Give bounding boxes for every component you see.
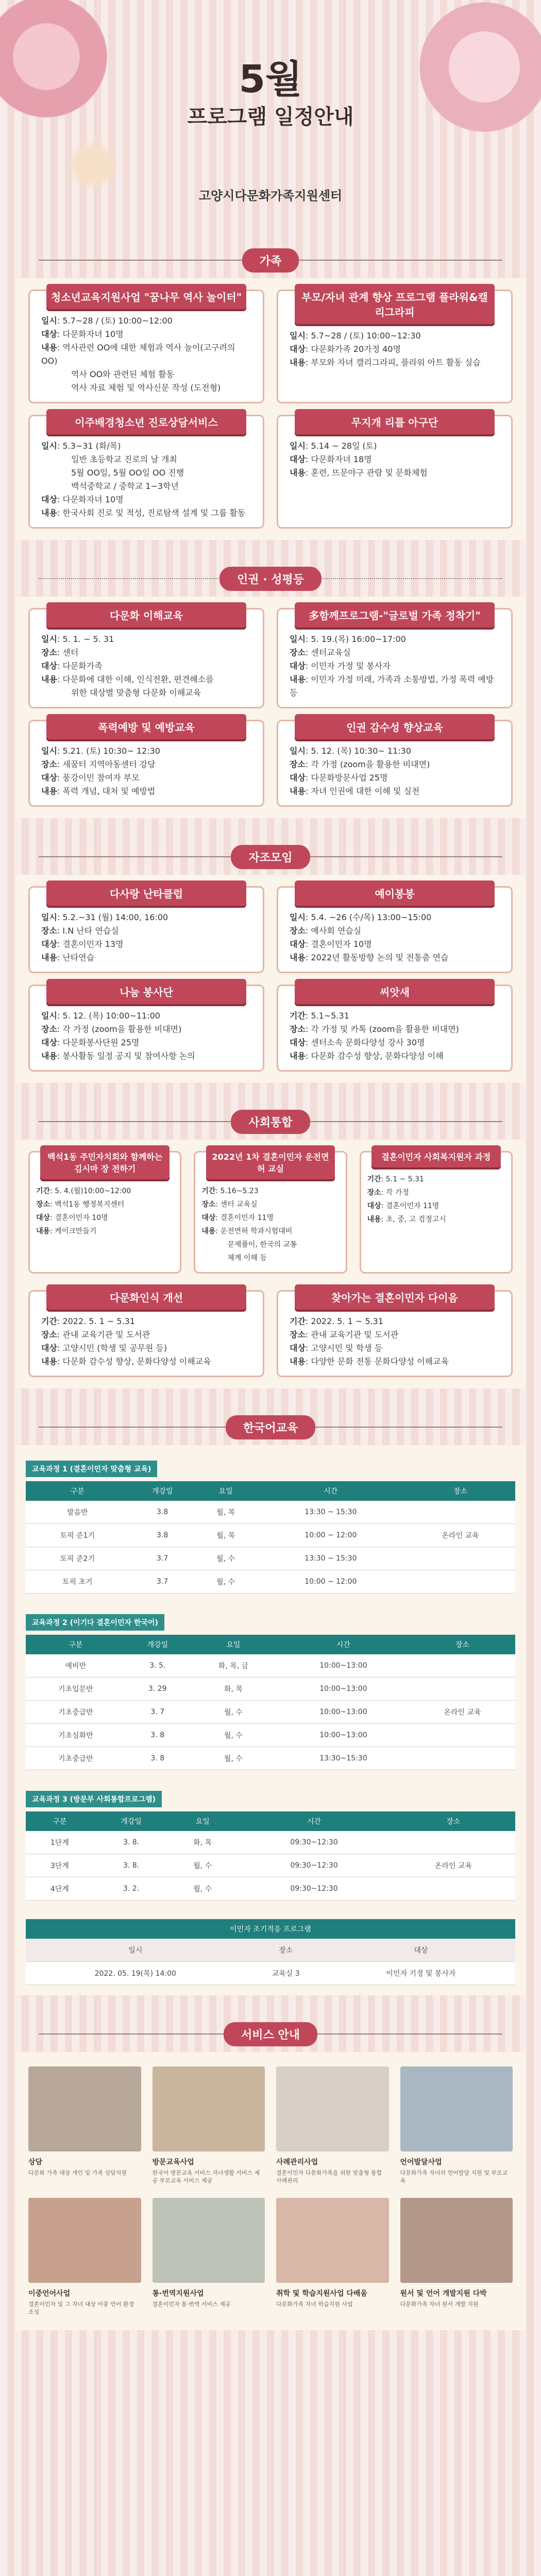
table-row: 토픽 초기 3.7 월, 수 10:00 ~ 12:00 — [26, 1570, 515, 1594]
card-title: 청소년교육지원사업 "꿈나무 역사 놀이터" — [46, 284, 247, 309]
korean-table-2: 구분 개강일 요일 시간 장소 예비반 3. 5. 화, 목, 금 10:00~13:00 기초입문반 3. 29 화, 목 10:00~13:00 기초중급반 3. 7 월, 수 10:00~13:00 온라인 교육 기초심화반 3. 8 월, 수 10:00~13:00 기초중급반 3. 8 월, 수 13:30~15:30 — [26, 1635, 515, 1770]
section-selfhelp-header — [0, 839, 541, 875]
card-title: 2022년 1차 결혼이민자 운전면허 교실 — [206, 1145, 335, 1179]
section-service-header — [0, 2016, 541, 2052]
service-photo — [153, 2066, 265, 2151]
table-row: 예비반 3. 5. 화, 목, 금 10:00~13:00 — [26, 1654, 515, 1677]
service-photo — [276, 2066, 389, 2151]
section-social-title: 사회통합 — [231, 1110, 310, 1134]
section-social-header — [0, 1104, 541, 1140]
individual-card-1: 다문화 이해교육 일시: 5. 1. ~ 5. 31 장소: 센터 대상: 다문화가족 내용: 다문화에 대한 이해, 인식전환, 편견해소를 위한 대상별 맞춤형 다문화 이해교육 — [28, 608, 264, 708]
service-photo — [400, 2066, 513, 2151]
section-individual-title: 인권 · 성평등 — [219, 567, 322, 591]
card-title: 나눔 봉사단 — [46, 979, 247, 1004]
card-title: 다문화 이해교육 — [46, 602, 247, 628]
service-photo — [276, 2198, 389, 2283]
individual-card-4: 인권 감수성 향상교육 일시: 5. 12. (목) 10:30~ 11:30 장소: 각 가정 (zoom을 활용한 비대면) 대상: 다문화방문사업 25명 내용: 자녀 인권에 대한 이해 및 실천 — [277, 720, 513, 807]
card-title: 다사랑 난타클럽 — [46, 880, 247, 906]
social-card-4: 다문화인식 개선 기간: 2022. 5. 1 ~ 5.31 장소: 관내 교육기관 및 도서관 대상: 고양시민 (학생 및 공무원 등) 내용: 다문화 감수성 향상, 문화다양성 이해교육 — [28, 1290, 264, 1377]
social-card-1: 백석1동 주민자치회와 함께하는 김시마 장 전하기 기간: 5. 4.(월)10:00~12:00 장소: 백석1동 행정복지센터 대상: 결혼이민자 10명 내용: 케이크만들기 — [28, 1151, 181, 1274]
table-row: 기초입문반 3. 29 화, 목 10:00~13:00 — [26, 1677, 515, 1701]
selfhelp-cards — [15, 875, 526, 1083]
table-label: 교육과정 2 (이기다 결혼이민자 한국어) — [26, 1614, 164, 1631]
card-title: 씨앗새 — [295, 979, 495, 1004]
korean-tables — [15, 1445, 526, 1995]
card-title: 인권 감수성 향상교육 — [295, 714, 495, 739]
section-korean-title: 한국어교육 — [226, 1415, 315, 1439]
card-title: 찾아가는 결혼이민자 다이음 — [295, 1284, 495, 1310]
table-row: 토픽 준2기 3.7 월, 수 13:30 ~ 15:30 — [26, 1547, 515, 1570]
section-service-title: 서비스 안내 — [224, 2022, 317, 2046]
social-card-2: 2022년 1차 결혼이민자 운전면허 교실 기간: 5.16~5.23 장소: 센터 교육실 대상: 결혼이민자 11명 내용: 운전면허 학과시험대비 문제풀이, 한국의 교통 체계 이해 등 — [194, 1151, 347, 1274]
individual-cards — [15, 597, 526, 818]
services-grid — [15, 2052, 526, 2330]
table-row: 기초심화반 3. 8 월, 수 10:00~13:00 — [26, 1724, 515, 1747]
family-card-1: 청소년교육지원사업 "꿈나무 역사 놀이터" 일시: 5.7~28 / (토) 10:00~12:00 대상: 다문화자녀 10명 내용: 역사관련 OO에 대한 체험과 역사 놀이(고구려의 OO) 역사 OO와 관련된 체험 활동 역사 자료 체험 및 역사신문 작성 (도전형) — [28, 290, 264, 403]
section-selfhelp-title: 자조모임 — [231, 845, 310, 869]
service-item: 이중언어사업 결혼이민자 및 그 자녀 대상 이중 언어 환경 조성 — [28, 2198, 141, 2316]
card-title: 이주배경청소년 진로상담서비스 — [46, 409, 247, 434]
service-item: 언어발달사업 다문화가족 자녀의 언어발달 지원 및 부모교육 — [400, 2066, 513, 2184]
section-family-title: 가족 — [242, 248, 299, 273]
service-item: 사례관리사업 결혼이민자 다문화가족을 위한 맞춤형 통합 사례관리 — [276, 2066, 389, 2184]
card-title: 백석1동 주민자치회와 함께하는 김시마 장 전하기 — [40, 1145, 170, 1179]
card-title: 다문화인식 개선 — [46, 1284, 247, 1310]
section-individual-header — [0, 561, 541, 597]
table-row: 토픽 준1기 3.8 월, 목 10:00 ~ 12:00 온라인 교육 — [26, 1524, 515, 1547]
card-title: 예이봉봉 — [295, 880, 495, 906]
table-row: 1단계 3. 8. 화, 목 09:30~12:30 — [26, 1831, 515, 1854]
table-row: 2022. 05. 19(목) 14:00 교육실 3 이민자 기정 및 봉사자 — [26, 1962, 515, 1985]
social-cards-top — [15, 1140, 526, 1285]
service-item: 상담 다문화 가족 대상 개인 및 가족 상담지원 — [28, 2066, 141, 2184]
table-row: 기초중급반 3. 8 월, 수 13:30~15:30 — [26, 1747, 515, 1770]
table-row: 3단계 3. 8. 월, 수 09:30~12:30 온라인 교육 — [26, 1854, 515, 1877]
family-card-4: 무지개 리틀 아구단 일시: 5.14 ~ 28일 (토) 대상: 다문화자녀 18명 내용: 훈련, 뜨문야구 관람 및 문화체험 — [277, 415, 513, 529]
korean-table-4: 이민자 조기적응 프로그램 일시 장소 대상 2022. 05. 19(목) 14:00 교육실 3 이민자 기정 및 봉사자 — [26, 1919, 515, 1985]
hero-org: 고양시다문화가족지원센터 — [198, 189, 343, 203]
hero — [0, 0, 541, 242]
card-title: 결혼이민자 사회복지원자 과정 — [371, 1145, 501, 1167]
hero-month: 5월 — [239, 57, 302, 101]
table-row: 발음반 3.8 월, 목 13:30 ~ 15:30 — [26, 1501, 515, 1524]
family-card-3: 이주배경청소년 진로상담서비스 일시: 5.3~31 (화/목) 일반 초등학교 진로의 날 개최 5월 OO일, 5월 OO일 OO 진행 백석중학교 / 중학교 1~3학년 대상: 다문화자녀 10명 내용: 한국사회 진로 및 적성, 진로탐색 설계 및 그룹 활동 — [28, 415, 264, 529]
selfhelp-card-2: 예이봉봉 일시: 5.4. ~26 (수/목) 13:00~15:00 장소: 예사회 연습실 대상: 결혼이민자 10명 내용: 2022년 활동방향 논의 및 전통춤 연습 — [277, 886, 513, 973]
table-row: 4단계 3. 2. 월, 수 09:30~12:30 — [26, 1877, 515, 1901]
service-item: 원서 및 언어 개발지원 다박 다문화가족 자녀 원서 개발 지원 — [400, 2198, 513, 2316]
individual-card-3: 폭력예방 및 예방교육 일시: 5.21. (토) 10:30~ 12:30 장소: 새꿈터 지역아동센터 강당 대상: 풍강이민 참여자 부모 내용: 폭력 개념, 대처 및 예방법 — [28, 720, 264, 807]
table-label: 교육과정 3 (방문부 사회통합프로그램) — [26, 1791, 162, 1807]
service-item: 취학 및 학습지원사업 다배움 다문화가족 자녀 학습지원 사업 — [276, 2198, 389, 2316]
section-korean-header — [0, 1409, 541, 1445]
social-cards-bottom — [15, 1285, 526, 1388]
service-photo — [28, 2066, 141, 2151]
card-title: 부모/자녀 관계 향상 프로그램 플라워&캘리그라피 — [295, 284, 495, 324]
service-item: 통·번역지원사업 결혼이민자 통·번역 서비스 제공 — [153, 2198, 265, 2316]
family-cards — [15, 278, 526, 540]
service-photo — [400, 2198, 513, 2283]
service-item: 방문교육사업 한국어 방문교육 서비스 자녀생활 서비스 제공 부모교육 서비스 제공 — [153, 2066, 265, 2184]
social-card-3: 결혼이민자 사회복지원자 과정 기간: 5.1 ~ 5.31 장소: 각 가정 대상: 결혼이민자 11명 내용: 초, 중, 고 검정고시 — [360, 1151, 513, 1274]
selfhelp-card-3: 나눔 봉사단 일시: 5. 12. (목) 10:00~11:00 장소: 각 가정 (zoom을 활용한 비대면) 대상: 다문화봉사단원 25명 내용: 봉사활동 일정 공지 및 참여사항 논의 — [28, 985, 264, 1072]
service-photo — [28, 2198, 141, 2283]
table-label: 교육과정 1 (결혼이민자 맞춤형 교육) — [26, 1461, 157, 1477]
card-title: 무지개 리틀 아구단 — [295, 409, 495, 434]
table-row: 기초중급반 3. 7 월, 수 10:00~13:00 온라인 교육 — [26, 1701, 515, 1724]
social-card-5: 찾아가는 결혼이민자 다이음 기간: 2022. 5. 1 ~ 5.31 장소: 관내 교육기관 및 도서관 대상: 고양시민 및 학생 등 내용: 다양한 문화 전통 문화다양성 이해교육 — [277, 1290, 513, 1377]
hero-subtitle: 프로그램 일정안내 — [187, 105, 354, 129]
korean-table-3: 구분 개강일 요일 시간 장소 1단계 3. 8. 화, 목 09:30~12:30 3단계 3. 8. 월, 수 09:30~12:30 온라인 교육 4단계 3. 2. 월, 수 09:30~12:30 — [26, 1811, 515, 1901]
card-title: 多함께프로그램-"글로벌 가족 정착기" — [295, 602, 495, 628]
family-card-2: 부모/자녀 관계 향상 프로그램 플라워&캘리그라피 일시: 5.7~28 / (토) 10:00~12:30 대상: 다문화가족 20가정 40명 내용: 부모와 자녀 캘리그라피, 플라워 아트 활동 실습 — [277, 290, 513, 403]
individual-card-2: 多함께프로그램-"글로벌 가족 정착기" 일시: 5. 19.(목) 16:00~17:00 장소: 센터교육실 대상: 이민자 가정 및 봉사자 내용: 이민자 가정 미래, 가족과 소통방법, 가정 폭력 예방 등 — [277, 608, 513, 708]
card-title: 폭력예방 및 예방교육 — [46, 714, 247, 739]
selfhelp-card-4: 씨앗새 기간: 5.1~5.31 장소: 각 가정 및 카톡 (zoom을 활용한 비대면) 대상: 센터소속 문화다양성 강사 30명 내용: 다문화 감수성 향상, 문화다양성 이해 — [277, 985, 513, 1072]
section-family-header — [0, 242, 541, 278]
service-photo — [153, 2198, 265, 2283]
korean-table-1: 구분 개강일 요일 시간 장소 발음반 3.8 월, 목 13:30 ~ 15:30 토픽 준1기 3.8 월, 목 10:00 ~ 12:00 온라인 교육 토픽 준2기 3.7 월, 수 13:30 ~ 15:30 토픽 초기 3.7 월, 수 10:00 ~ 12:00 — [26, 1481, 515, 1594]
selfhelp-card-1: 다사랑 난타클럽 일시: 5.2.~31 (월) 14:00, 16:00 장소: I.N 난타 연습실 대상: 결혼이민자 13명 내용: 난타연습 — [28, 886, 264, 973]
